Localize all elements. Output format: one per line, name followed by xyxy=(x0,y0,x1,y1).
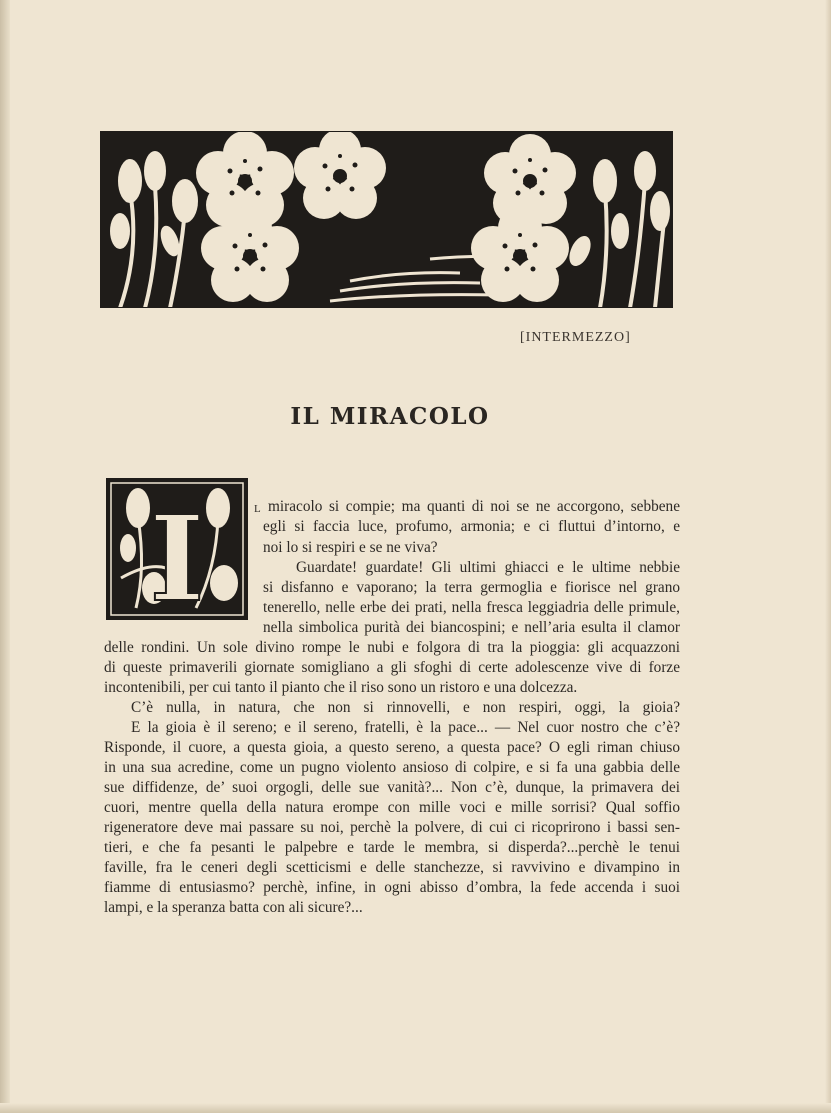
text-line: in una sua acredine, come un pugno violento ansioso di colpire, e si fa una gabbia delle xyxy=(104,759,680,776)
page-title: IL MIRACOLO xyxy=(290,403,490,430)
floral-woodcut-banner xyxy=(100,131,673,308)
text-line-1-lead: L xyxy=(254,503,262,515)
text-line: E la gioia è il sereno; e il sereno, fratelli, è la pace... — Nel cuor nostro che c’è? xyxy=(131,719,680,736)
page-left-edge xyxy=(0,0,10,1113)
section-label: [INTERMEZZO] xyxy=(520,330,631,345)
text-line: incontenibili, per cui tanto il pianto che il riso sono un ristoro e una dolcezza. xyxy=(104,679,578,696)
text-line: fiamme di entusiasmo? perchè, infine, in ogni abisso d’ombra, la fede accenda i suoi xyxy=(104,879,680,896)
page-bottom-edge xyxy=(0,1103,831,1113)
text-line: noi lo si respiri e se ne viva? xyxy=(263,539,438,556)
text-line: si disfanno e vaporano; la terra germoglia e fiorisce nel grano xyxy=(263,579,680,596)
text-line: faville, fra le ceneri degli scetticismi e delle stanchezze, si ravvivino e divampino in xyxy=(104,859,680,876)
text-line: delle rondini. Un sole divino rompe le nubi e folgora di tra la pioggia: gli acquazzoni xyxy=(104,639,680,656)
text-line: sue diffidenze, de’ suoi orgogli, delle sue vanità?... Non c’è, dunque, la primavera dei xyxy=(104,779,680,796)
initial-letter-text: I xyxy=(149,489,205,620)
decorated-initial-letter xyxy=(106,478,248,620)
text-line: Risponde, il cuore, a questa gioia, a questo sereno, a questa pace? O egli riman chiuso xyxy=(104,739,680,756)
text-line: miracolo si compie; ma quanti di noi se ne accorgono, sebbene xyxy=(268,498,680,515)
text-line: tieri, e che fa pesanti le palpebre e tarde le membra, si disperda?...perchè le tenui xyxy=(104,839,680,856)
text-line: egli si faccia luce, profumo, armonia; e ci fluttui d’intorno, e xyxy=(263,518,680,535)
text-line: nella simbolica purità dei biancospini; e nell’aria esulta il clamor xyxy=(263,619,680,636)
text-line: di queste primaverili giornate somigliano a gli sfoghi di certe adolescenze vive di forze xyxy=(104,659,680,676)
page-right-edge xyxy=(825,0,831,1113)
text-line: rigeneratore deve mai passare su noi, perchè la polvere, di cui ci ricoprirono i bassi sen- xyxy=(104,819,680,836)
text-line: tenerello, nelle erbe dei prati, nella fresca leggiadria delle primule, xyxy=(263,599,680,616)
text-line: C’è nulla, in natura, che non si rinnovelli, e non respiri, oggi, la gioia? xyxy=(131,699,680,716)
text-line: cuori, mentre quella della natura erompe con mille voci e mille sorrisi? Qual soffio xyxy=(104,799,680,816)
text-line: Guardate! guardate! Gli ultimi ghiacci e le ultime nebbie xyxy=(296,559,680,576)
text-line: lampi, e la speranza batta con ali sicure?... xyxy=(104,899,363,916)
